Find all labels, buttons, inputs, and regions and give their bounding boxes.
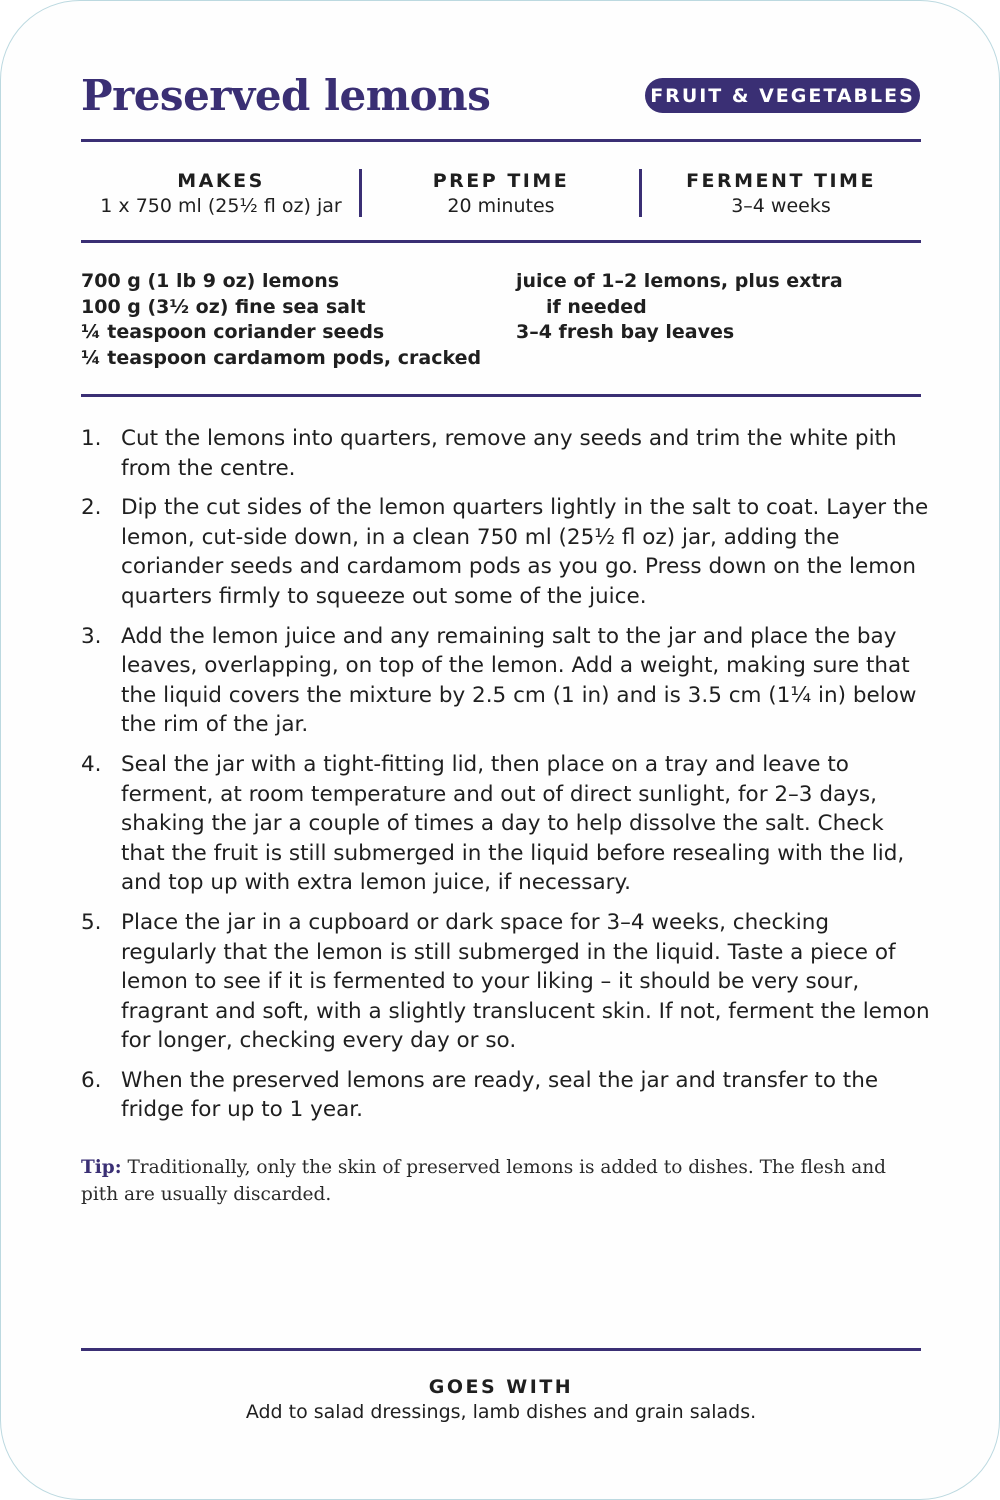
stat-label: PREP TIME	[432, 170, 570, 192]
step-text: Dip the cut sides of the lemon quarters lightly in the salt to coat. Layer the lemon, cut-side down, in a clean 750 ml (25½ fl oz) jar, adding the coriander seeds and cardamom pods as you go. Press down on the lemon quarters firmly to squeeze out some of the juice.	[121, 495, 929, 609]
step-text: Cut the lemons into quarters, remove any seeds and trim the white pith from the centre.	[121, 426, 897, 481]
ingredient-item-continued: if needed	[546, 295, 647, 318]
stat-label: FERMENT TIME	[686, 170, 876, 192]
ingredients-left	[81, 269, 481, 371]
tip-label: Tip:	[81, 1157, 122, 1178]
recipe-stats	[81, 169, 921, 219]
stat-label: MAKES	[177, 170, 265, 192]
step-number: 5.	[81, 909, 102, 935]
step-number: 1.	[81, 426, 102, 451]
method-step	[81, 493, 931, 611]
tip-text: Traditionally, only the skin of preserved lemons is added to dishes. The flesh and pith are usually discarded.	[81, 1157, 887, 1205]
stat-value: 1 x 750 ml (25½ fl oz) jar	[100, 195, 342, 217]
ingredient-item: 100 g (3½ oz) fine sea salt	[81, 295, 366, 318]
footer-divider	[81, 1348, 921, 1351]
goes-with-heading: GOES WITH	[428, 1376, 574, 1398]
method-step	[81, 750, 931, 898]
ingredients-right	[516, 269, 843, 346]
step-number: 2.	[81, 495, 102, 521]
step-text: Place the jar in a cupboard or dark space for 3–4 weeks, checking regularly that the lemon is still submerged in the liquid. Taste a piece of lemon to see if it is fermented to your liking – it should be very sour, fragrant and soft, with a slightly translucent skin. If not, ferment the lemon for longer, checking every day or so.	[121, 909, 930, 1054]
method-step	[81, 424, 931, 483]
method-step	[81, 908, 931, 1056]
ingredient-item: ¼ teaspoon coriander seeds	[81, 321, 385, 343]
ingredient-item: 3–4 fresh bay leaves	[516, 321, 735, 343]
stat-divider	[359, 169, 362, 217]
tip-note	[81, 1154, 921, 1208]
category-badge: FRUIT & VEGETABLES	[645, 78, 920, 113]
header-divider	[81, 139, 921, 142]
step-number: 4.	[81, 751, 102, 777]
ingredients-divider	[81, 394, 921, 397]
stat-makes	[81, 169, 361, 219]
goes-with-text: Add to salad dressings, lamb dishes and grain salads.	[245, 1401, 757, 1423]
ingredient-item: juice of 1–2 lemons, plus extra	[516, 270, 843, 292]
step-text: When the preserved lemons are ready, seal the jar and transfer to the fridge for up to 1 year.	[121, 1067, 879, 1123]
ingredient-item: 700 g (1 lb 9 oz) lemons	[81, 270, 340, 292]
stat-value: 20 minutes	[447, 195, 555, 217]
step-text: Add the lemon juice and any remaining salt to the jar and place the bay leaves, overlapping, on top of the lemon. Add a weight, making sure that the liquid covers the mixture by 2.5 cm (1 in) and is 3.5 cm (1¼ in) below the rim of the jar.	[121, 623, 917, 738]
step-number: 3.	[81, 623, 102, 649]
recipe-title: Preserved lemons	[81, 71, 491, 120]
stat-divider	[639, 169, 642, 217]
method-step	[81, 1066, 931, 1125]
stats-divider	[81, 240, 921, 243]
method-step	[81, 622, 931, 740]
method-steps	[81, 424, 931, 1135]
ingredient-item: ¼ teaspoon cardamom pods, cracked	[81, 346, 482, 369]
step-text: Seal the jar with a tight-fitting lid, then place on a tray and leave to ferment, at room temperature and out of direct sunlight, for 2–3 days, shaking the jar a couple of times a day to help dissolve the salt. Check that the fruit is still submerged in the liquid before resealing with the lid, and top up with extra lemon juice, if necessary.	[121, 751, 905, 896]
stat-value: 3–4 weeks	[731, 195, 831, 217]
stat-prep-time	[361, 169, 641, 219]
step-number: 6.	[81, 1067, 102, 1093]
stat-ferment-time	[641, 169, 921, 219]
